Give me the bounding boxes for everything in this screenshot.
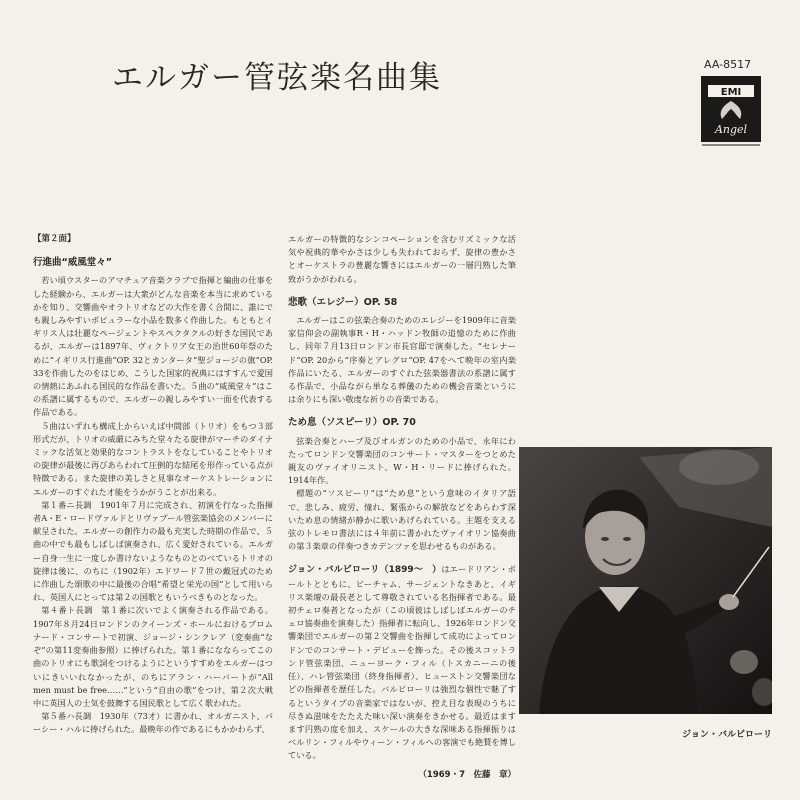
catalog-number: AA-8517 [704, 58, 752, 71]
paragraph: 第５番ハ長調 1930年（73才）に書かれ、オルガニスト、パーシー・ハルに捧げられた。最晩年の作であるにもかかわらず、 [33, 711, 273, 735]
paragraph [288, 563, 516, 762]
paragraph: 第１番ニ長調 1901年７月に完成され、初演を行なった指揮者A・E・ロードヴァルドとリヴァプール管弦楽協会のメンバーに献呈された。エルガーの創作力の最も充実した時期の作品で、５曲の中でも最もしばしば演奏され、広く愛好されている。エルガー自身一生に一度しか書けないようなものとのべているトリオの旋律は後に、のちに（1902年）エドワード７世の戴冠式のために作曲した頌歌の中に最後の合唱“希望と栄光の国”として用いられ、英国人にとっては第２の国歌ともいうべきものとなった。 [33, 499, 273, 603]
section-heading-pomp: 行進曲“威風堂々” [33, 257, 112, 269]
conductor-photo-image [519, 447, 772, 714]
barbirolli-bio [288, 563, 516, 762]
section-heading-elegy: 悲歌（エレジー）OP. 58 [288, 296, 398, 308]
emi-angel-logo-icon [700, 75, 762, 147]
section-heading-sospiri: ため息（ソスピーリ）OP. 70 [288, 417, 416, 429]
paragraph: 第４番ト長調 第１番に次いでよく演奏される作品である。1907年８月24日ロンドンのクイーンズ・ホールにおけるプロムナード・コンサートで初演、ジョージ・シンクレア（変奏曲“なぞ”の第11変奏曲参照）に捧げられた。第１番になならってこの曲のトリオにも歌詞をつけるようにというすすめをエルガーはついにきいいれなかったが、のちにアラン・ハーバートが“All men must be free……”という“自由の歌”をつけ、第２次大戦中に英国人の士気を鼓舞する国民歌として広く歌われた。 [33, 605, 273, 708]
paragraph: エルガーはこの弦楽合奏のためのエレジーを1909年に音楽家信仰会の副執事R・H・ハッドン牧師の追憶のために作曲し、同年７月13日ロンドン市長官邸で演奏した。“セレナード”OP. 20から“序奏とアレグロ”OP. 47をへて晩年の室内楽作品にいたる、エルガーのすぐれた弦楽器書法の系譜に属する作品で、小品ながら単なる葬儀のための機会音楽というには余りにも深い敬虔な祈りの音楽である。 [288, 315, 516, 405]
paragraph: エルガーの特徴的なシンコペーションを含むリズミックな活気や祝典的華やかさは少しも失われておらず、旋律の豊かさとオーケストラの豊麗な響きにはエルガーの一層円熟した筆致がうかがわれる。 [288, 234, 516, 284]
paragraph: 若い頃ウスターのアマチュア音楽クラブで指揮と編曲の仕事をした経験から、エルガーは大衆がどんな音楽を本当に求めているかを知り、交響曲やオラトリオなどの大作を書く合間に、誰にでも親しみやすいポピュラーな小品を数多く作曲した。もともとイギリス人は壮麗なページェントやスペクタクルの好きな国民であるが、エルガーは1897年、ヴィクトリア女王の治世60年祭のために“イギリス行進曲”OP. 32とカンタータ“聖ジョージの旗”OP. 33を作曲したのをはじめ、こうした国家的祝典にはすすんで愛国の情熱にあふれる国民的な作品を書いた。５曲の“威風堂々”はこの系譜に属するもので、エルガーの親しみやすい一面を代表する作品である。 [33, 275, 273, 418]
bio-text: はエードリアン・ボールトとともに、ビーチャム、サージェントなきあと、イギリス楽壇の最長老として尊敬されている名指揮者である。最初チェロ奏者となったが（この頃彼はしばしばエルガーのチェロ協奏曲を演奏した）指揮者に転向し、1926年ロンドン交響楽団でエルガーの第２交響曲を指揮して成功によってロンドンでのコンサート・デビューを飾った。その後スコットランド管弦楽団、ニューヨーク・フィル（トスカニーニの後任）、ハレ管弦楽団（終身指揮者）、ヒューストン交響楽団などの指揮者を歴任した。バルビローリは強烈な個性で魅了するというタイプの音楽家ではないが、控え目な表現のうちに尽きぬ滋味をたたえた味い深い演奏をきかせる。最近はますます円熟の度を加え、スケールの大きな深味ある指揮振りはベルリン・フィルやウィーン・フィルへの客演でも絶賛を博している。 [288, 564, 516, 761]
left-column [33, 233, 273, 737]
paragraph: 標題の“ソスピーリ”は“ため息”という意味のイタリア語で、悲しみ、疲労、憧れ、緊張からの解放などをあらわす深いため息の情緒が静かに歌いあげられている。主題を支える弦のトレモロ書法には４年前に書かれたヴァイオリン協奏曲の第３楽章の伴奏つきカデンツァを思わせるものがある。 [288, 488, 516, 552]
album-title: エルガー管弦楽名曲集 [112, 60, 442, 96]
emi-angel-logo [700, 75, 762, 147]
conductor-photo [519, 447, 772, 714]
signature: （1969・7 佐藤 章） [418, 769, 516, 780]
right-column [288, 233, 516, 782]
section-heading-barbirolli: ジョン・バルビローリ（1899〜 ） [288, 565, 442, 576]
paragraph: ５曲はいずれも構成上からいえば中間部（トリオ）をもつ３部形式だが、トリオの威厳にみちた堂々たる旋律がマーチのダイナミックな活気と効果的なコントラストをなしていることやトリオの旋律が最後に再びあらわれて圧倒的な結尾を形作っている点が特徴である。また旋律の美しさと見事なオーケストレーションにエルガーのすぐれた才能をうかがうことが出来る。 [33, 420, 273, 497]
photo-caption: ジョン・バルビローリ [682, 730, 772, 740]
logo-angel-text: Angel [714, 123, 748, 136]
side-label: 【第２面】 [33, 234, 76, 244]
logo-emi-text: EMI [720, 87, 742, 98]
paragraph: 弦楽合奏とハープ及びオルガンのための小品で、永年にわたってロンドン交響楽団のコンサート・マスターをつとめた親友のヴァイオリニスト、W・H・リードに捧げられた。1914年作。 [288, 435, 516, 486]
